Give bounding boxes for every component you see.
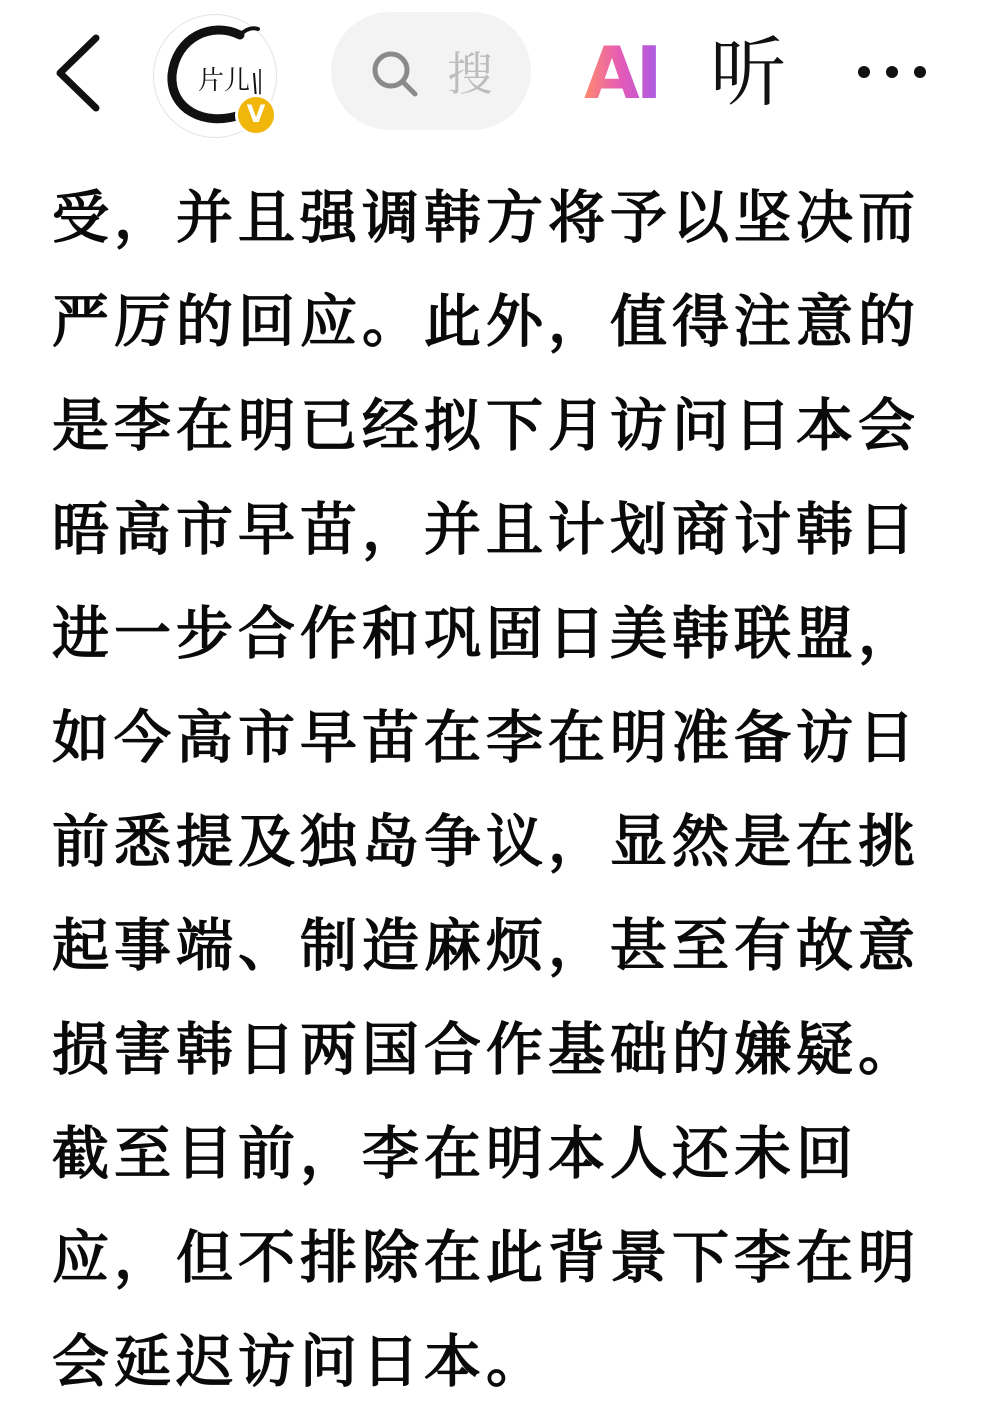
author-avatar-button[interactable] <box>153 14 277 138</box>
search-icon <box>369 48 421 100</box>
article-line: 起事端、制造麻烦，甚至有故意 <box>52 912 920 979</box>
article-line: 损害韩日两国合作基础的嫌疑。 <box>52 1016 920 1083</box>
chevron-left-icon <box>44 30 116 116</box>
ai-label: AI <box>584 30 668 116</box>
article-line: 严厉的回应。此外，值得注意的 <box>52 288 920 355</box>
listen-button[interactable]: 听 <box>710 28 786 117</box>
article-line: 应，但不排除在此背景下李在明 <box>52 1224 920 1291</box>
search-box[interactable] <box>331 12 531 130</box>
article-body <box>52 166 952 1414</box>
article-line: 前悉提及独岛争议，显然是在挑 <box>52 808 920 875</box>
article-line: 是李在明已经拟下月访问日本会 <box>52 392 920 459</box>
article-line: 受，并且强调韩方将予以坚决而 <box>52 184 920 251</box>
article-line: 进一步合作和巩固日美韩联盟， <box>52 600 920 667</box>
avatar-logo-text: 片儿 <box>198 66 251 96</box>
article-line: 如今高市早苗在李在明准备访日 <box>52 704 920 771</box>
more-button[interactable] <box>852 50 932 94</box>
search-placeholder: 搜 <box>447 47 493 101</box>
ai-button[interactable] <box>584 30 668 116</box>
article-line: 截至目前，李在明本人还未回 <box>52 1120 858 1187</box>
back-button[interactable] <box>44 30 116 116</box>
top-navigation-bar <box>0 0 986 150</box>
article-line: 晤高市早苗，并且计划商讨韩日 <box>52 496 920 563</box>
verified-badge: V <box>235 94 277 136</box>
article-line: 会延迟访问日本。 <box>52 1328 548 1395</box>
